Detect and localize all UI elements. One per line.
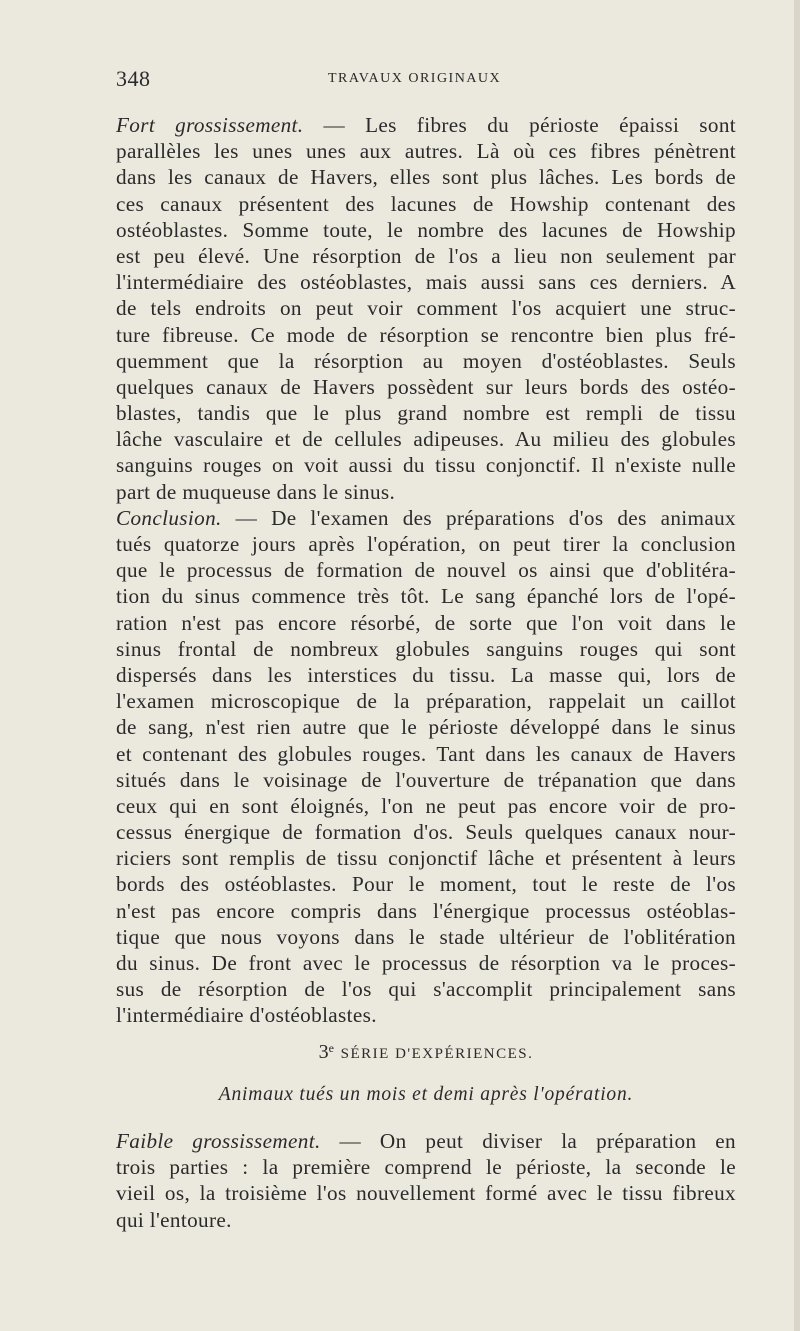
section-number-superscript: e bbox=[328, 1041, 336, 1055]
text-line: tion du sinus commence très tôt. Le sang épanché lors de l'opé- bbox=[116, 584, 736, 609]
text-line: Conclusion. — De l'examen des préparations d'os des animaux bbox=[116, 505, 736, 530]
text-line: l'intermédiaire d'ostéoblastes. bbox=[116, 1003, 377, 1028]
section-subtitle: Animaux tués un mois et demi après l'opération. bbox=[218, 1084, 634, 1105]
text-line: ostéoblastes. Somme toute, le nombre des lacunes de Howship bbox=[116, 217, 736, 242]
text-line: vieil os, la troisième l'os nouvellement formé avec le tissu fibreux bbox=[116, 1181, 736, 1206]
text-line: parallèles les unes unes aux autres. Là où ces fibres pénètrent bbox=[116, 139, 736, 164]
page-number: 348 bbox=[116, 66, 151, 91]
text-line: Faible grossissement. — On peut diviser la préparation en bbox=[116, 1129, 736, 1153]
page-edge bbox=[794, 0, 800, 1331]
text-line: dans les canaux de Havers, elles sont plus lâches. Les bords de bbox=[116, 165, 736, 190]
text-line: quelques canaux de Havers possèdent sur leurs bords des ostéo- bbox=[116, 374, 736, 399]
text-line: ces canaux présentent des lacunes de Howship contenant des bbox=[116, 191, 736, 216]
text-line: bords des ostéoblastes. Pour le moment, tout le reste de l'os bbox=[116, 872, 736, 897]
text-line: cessus énergique de formation d'os. Seuls quelques canaux nour- bbox=[116, 820, 736, 845]
text-line: de sang, n'est rien autre que le périoste développé dans le sinus bbox=[116, 715, 736, 740]
paragraph-faible-grossissement bbox=[116, 1128, 736, 1233]
paragraph-conclusion bbox=[116, 505, 736, 1029]
page-header bbox=[116, 66, 706, 96]
text-line: qui l'entoure. bbox=[116, 1207, 232, 1232]
text-line: tique que nous voyons dans le stade ultérieur de l'oblitération bbox=[116, 924, 736, 949]
text-line: de tels endroits on peut voir comment l'os acquiert une struc- bbox=[116, 296, 736, 321]
text-line: est peu élevé. Une résorption de l'os a lieu non seulement par bbox=[116, 243, 736, 268]
text-line: blastes, tandis que le plus grand nombre est rempli de tissu bbox=[116, 401, 736, 426]
text-line: et contenant des globules rouges. Tant dans les canaux de Havers bbox=[116, 741, 736, 766]
text-line: dispersés dans les interstices du tissu. La masse qui, lors de bbox=[116, 662, 736, 687]
text-line: n'est pas encore compris dans l'énergique processus ostéoblas- bbox=[116, 898, 736, 923]
body-text-main bbox=[116, 112, 736, 1029]
text-line: l'intermédiaire des ostéoblastes, mais aussi sans ces derniers. A bbox=[116, 270, 736, 295]
text-line: que le processus de formation de nouvel os ainsi que d'oblitéra- bbox=[116, 558, 736, 583]
text-line: ceux qui en sont éloignés, l'on ne peut pas encore voir de pro- bbox=[116, 793, 736, 818]
text-line: du sinus. De front avec le processus de résorption va le proces- bbox=[116, 951, 736, 975]
text-line: riciers sont remplis de tissu conjonctif lâche et présentent à leurs bbox=[116, 846, 736, 871]
body-text-section bbox=[116, 1128, 736, 1233]
text-line: part de muqueuse dans le sinus. bbox=[116, 479, 396, 504]
text-line: l'examen microscopique de la préparation, rappelait un caillot bbox=[116, 689, 736, 714]
text-line: tués quatorze jours après l'opération, on peut tirer la conclusion bbox=[116, 532, 736, 556]
paragraph-lead: Faible grossissement. bbox=[116, 1129, 321, 1153]
paragraph-lead: Conclusion. bbox=[116, 505, 222, 530]
paragraph-lead: Fort grossissement. bbox=[116, 113, 304, 137]
text-line: sus de résorption de l'os qui s'accomplit principalement sans bbox=[116, 977, 736, 1002]
text-line: ture fibreuse. Ce mode de résorption se rencontre bien plus fré- bbox=[116, 322, 736, 347]
text-line: ration n'est pas encore résorbé, de sorte que l'on voit dans le bbox=[116, 610, 736, 635]
text-line: sanguins rouges on voit aussi du tissu conjonctif. Il n'existe nulle bbox=[116, 453, 736, 478]
text-line: trois parties : la première comprend le périoste, la seconde le bbox=[116, 1155, 736, 1180]
text-line: sinus frontal de nombreux globules sanguins rouges qui sont bbox=[116, 636, 736, 661]
paragraph-fort-grossissement bbox=[116, 112, 736, 505]
section-title-text: SÉRIE D'EXPÉRIENCES. bbox=[340, 1046, 534, 1062]
section-number: 3 bbox=[318, 1041, 329, 1063]
text-line: situés dans le voisinage de l'ouverture de trépanation que dans bbox=[116, 767, 736, 792]
text-line: quemment que la résorption au moyen d'ostéoblastes. Seuls bbox=[116, 348, 736, 373]
section-title bbox=[116, 1041, 736, 1064]
text-line: lâche vasculaire et de cellules adipeuses. Au milieu des globules bbox=[116, 427, 736, 452]
running-head: TRAVAUX ORIGINAUX bbox=[328, 71, 502, 86]
text-line: Fort grossissement. — Les fibres du périoste épaissi sont bbox=[116, 113, 737, 137]
